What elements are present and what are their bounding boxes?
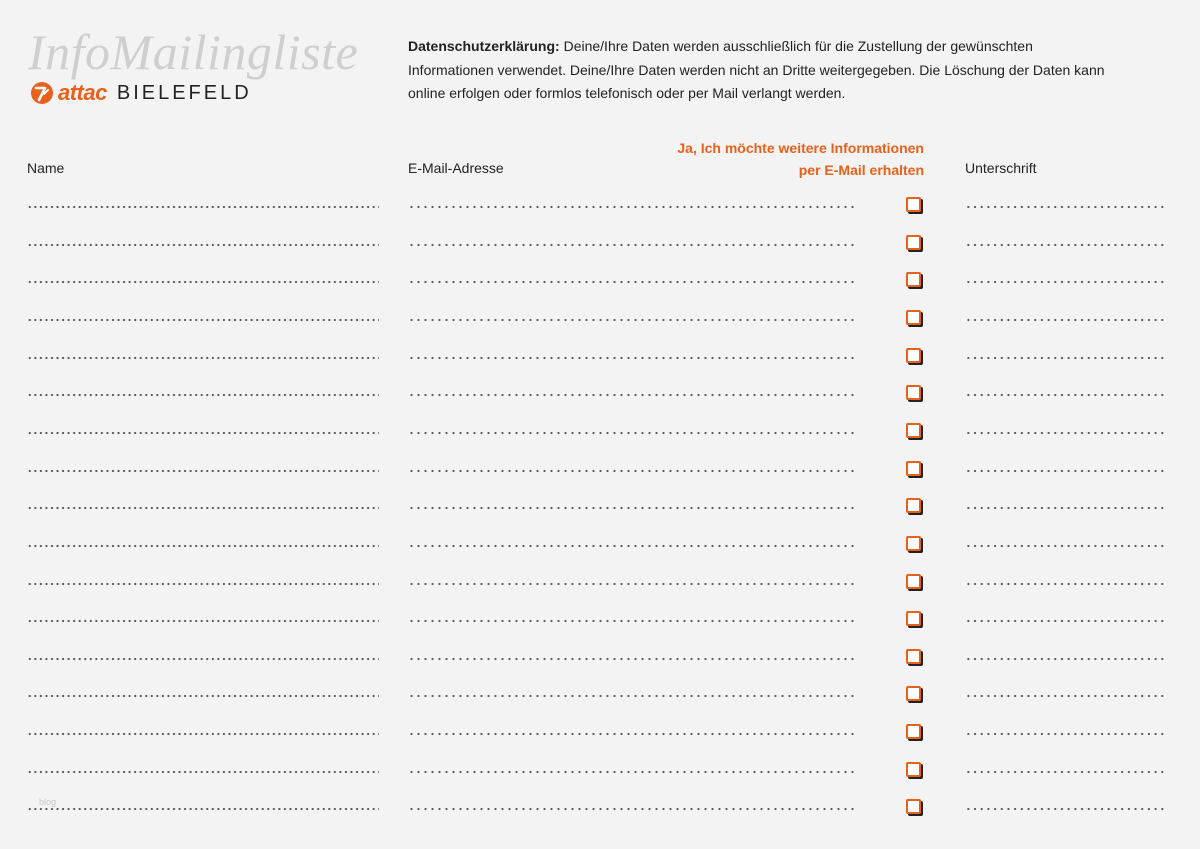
name-field[interactable]	[27, 356, 379, 360]
signature-field[interactable]	[965, 205, 1165, 209]
signature-field[interactable]	[965, 657, 1165, 661]
email-field[interactable]	[408, 318, 858, 322]
optin-checkbox[interactable]	[906, 536, 921, 551]
email-field[interactable]	[408, 807, 858, 811]
optin-checkbox[interactable]	[906, 423, 921, 438]
optin-heading-line1: Ja, Ich möchte weitere Informationen	[677, 140, 924, 156]
privacy-label: Datenschutzerklärung:	[408, 38, 560, 54]
optin-checkbox[interactable]	[906, 461, 921, 476]
email-field[interactable]	[408, 694, 858, 698]
name-field[interactable]	[27, 694, 379, 698]
name-field[interactable]	[27, 318, 379, 322]
name-field[interactable]	[27, 657, 379, 661]
brand-name: attac	[58, 80, 107, 105]
email-field[interactable]	[408, 431, 858, 435]
optin-checkbox[interactable]	[906, 724, 921, 739]
signature-field[interactable]	[965, 243, 1165, 247]
name-field[interactable]	[27, 393, 379, 397]
privacy-text: Deine/Ihre Daten werden ausschließlich für die Zustellung der gewünschten Informationen verwendet. Deine/Ihre Daten werden nicht an Dritte weitergegeben. Die Löschung der Daten kann online erfolgen oder formlos telefonisch oder per Mail verlangt werden.	[408, 38, 1105, 101]
signature-field[interactable]	[965, 694, 1165, 698]
optin-checkbox[interactable]	[906, 197, 921, 212]
attac-logo-icon	[30, 81, 54, 105]
name-field[interactable]	[27, 469, 379, 473]
name-field[interactable]	[27, 770, 379, 774]
name-field[interactable]	[27, 243, 379, 247]
name-column-header: Name	[27, 160, 65, 176]
email-field[interactable]	[408, 544, 858, 548]
optin-checkbox[interactable]	[906, 348, 921, 363]
page-title: InfoMailingliste	[28, 24, 359, 80]
email-column-header: E-Mail-Adresse	[408, 160, 504, 176]
name-field[interactable]	[27, 280, 379, 284]
signature-field[interactable]	[965, 619, 1165, 623]
email-field[interactable]	[408, 506, 858, 510]
name-field[interactable]	[27, 431, 379, 435]
email-field[interactable]	[408, 657, 858, 661]
signature-field[interactable]	[965, 469, 1165, 473]
email-field[interactable]	[408, 393, 858, 397]
optin-checkbox[interactable]	[906, 498, 921, 513]
brand-city: BIELEFELD	[116, 81, 252, 104]
signature-field[interactable]	[965, 393, 1165, 397]
signature-field[interactable]	[965, 318, 1165, 322]
signature-field[interactable]	[965, 582, 1165, 586]
name-field[interactable]	[27, 732, 379, 736]
email-field[interactable]	[408, 619, 858, 623]
email-field[interactable]	[408, 732, 858, 736]
email-field[interactable]	[408, 280, 858, 284]
email-field[interactable]	[408, 582, 858, 586]
optin-checkbox[interactable]	[906, 762, 921, 777]
name-field[interactable]	[27, 205, 379, 209]
signature-column-header: Unterschrift	[965, 160, 1037, 176]
privacy-notice	[408, 35, 1108, 106]
signature-field[interactable]	[965, 280, 1165, 284]
signature-field[interactable]	[965, 544, 1165, 548]
signature-field[interactable]	[965, 732, 1165, 736]
optin-checkbox[interactable]	[906, 272, 921, 287]
name-field[interactable]	[27, 544, 379, 548]
optin-checkbox[interactable]	[906, 235, 921, 250]
name-field[interactable]	[27, 506, 379, 510]
name-field[interactable]	[27, 619, 379, 623]
signature-field[interactable]	[965, 770, 1165, 774]
optin-checkbox[interactable]	[906, 649, 921, 664]
signature-field[interactable]	[965, 506, 1165, 510]
email-field[interactable]	[408, 243, 858, 247]
optin-checkbox[interactable]	[906, 310, 921, 325]
optin-checkbox[interactable]	[906, 385, 921, 400]
name-field[interactable]	[27, 582, 379, 586]
email-field[interactable]	[408, 205, 858, 209]
watermark: blog	[39, 797, 57, 807]
optin-checkbox[interactable]	[906, 611, 921, 626]
optin-checkbox[interactable]	[906, 799, 921, 814]
name-field[interactable]	[27, 807, 379, 811]
signature-field[interactable]	[965, 356, 1165, 360]
optin-heading	[604, 137, 924, 181]
optin-heading-line2: per E-Mail erhalten	[798, 162, 924, 178]
optin-checkbox[interactable]	[906, 686, 921, 701]
email-field[interactable]	[408, 469, 858, 473]
email-field[interactable]	[408, 770, 858, 774]
signature-field[interactable]	[965, 431, 1165, 435]
optin-checkbox[interactable]	[906, 574, 921, 589]
email-field[interactable]	[408, 356, 858, 360]
signature-field[interactable]	[965, 807, 1165, 811]
attac-brand	[30, 80, 252, 106]
